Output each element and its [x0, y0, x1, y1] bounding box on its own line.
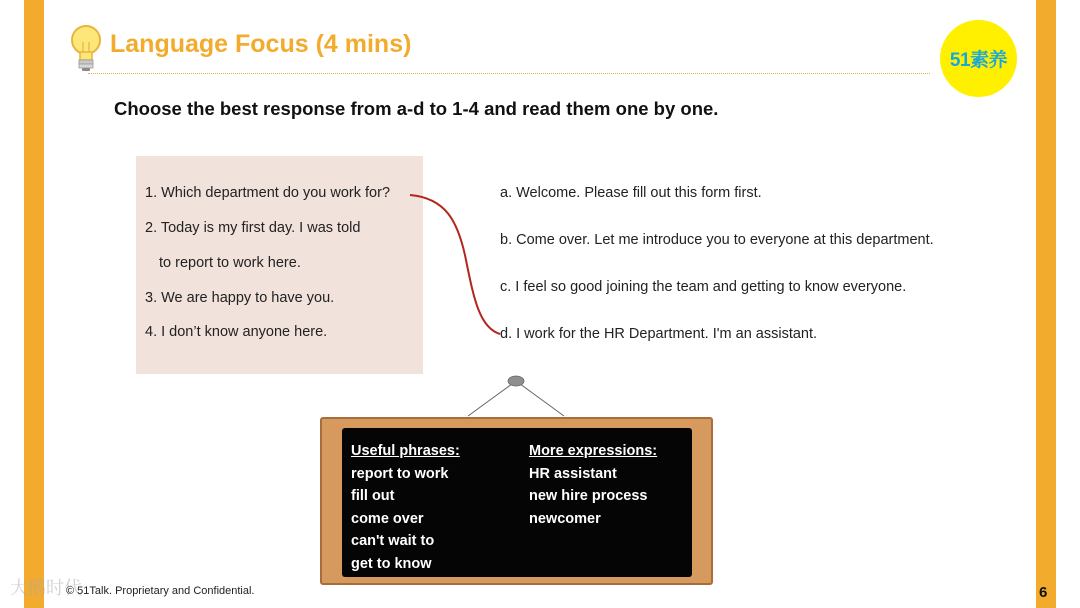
- phrase-item: get to know: [351, 555, 432, 572]
- more-expressions-column: [529, 440, 657, 530]
- expression-item: new hire process: [529, 488, 648, 505]
- answer-item: c. I feel so good joining the team and getting to know everyone.: [500, 279, 907, 295]
- question-item: 1. Which department do you work for?: [145, 185, 391, 201]
- phrase-item: come over: [351, 510, 424, 527]
- answer-item: a. Welcome. Please fill out this form first.: [500, 185, 762, 201]
- question-item: 2. Today is my first day. I was told: [145, 220, 361, 236]
- phrase-item: can't wait to: [351, 533, 435, 550]
- expression-item: HR assistant: [529, 465, 617, 482]
- brand-logo: [940, 20, 1017, 97]
- page-title: Language Focus (4 mins): [110, 30, 412, 58]
- useful-phrases-heading: Useful phrases:: [351, 443, 460, 459]
- board-hanger: [460, 372, 572, 420]
- answer-item: b. Come over. Let me introduce you to everyone at this department.: [500, 232, 934, 248]
- more-expressions-heading: More expressions:: [529, 443, 658, 459]
- expression-item: newcomer: [529, 510, 601, 527]
- question-item: 3. We are happy to have you.: [145, 290, 335, 306]
- phrase-item: fill out: [351, 488, 395, 505]
- question-item-continued: to report to work here.: [159, 255, 301, 271]
- phrase-item: report to work: [351, 465, 449, 482]
- useful-phrases-column: [351, 440, 460, 576]
- instruction-text: Choose the best response from a-d to 1-4 and read them one by one.: [114, 98, 719, 119]
- brand-logo-text: 51素养: [949, 50, 1008, 71]
- lightbulb-icon: [66, 22, 106, 72]
- frame-left-bar: [24, 0, 44, 608]
- question-item: 4. I don’t know anyone here.: [145, 324, 328, 340]
- match-connector-line: [400, 180, 520, 350]
- watermark-text: 大鹅时代: [10, 578, 82, 598]
- chalkboard: [342, 428, 692, 577]
- title-divider: [88, 73, 930, 74]
- copyright-footer: © 51Talk. Proprietary and Confidential.: [66, 585, 255, 597]
- page-number: 6: [1039, 584, 1048, 601]
- frame-right-bar: [1036, 0, 1056, 608]
- answer-item: d. I work for the HR Department. I'm an assistant.: [500, 326, 818, 342]
